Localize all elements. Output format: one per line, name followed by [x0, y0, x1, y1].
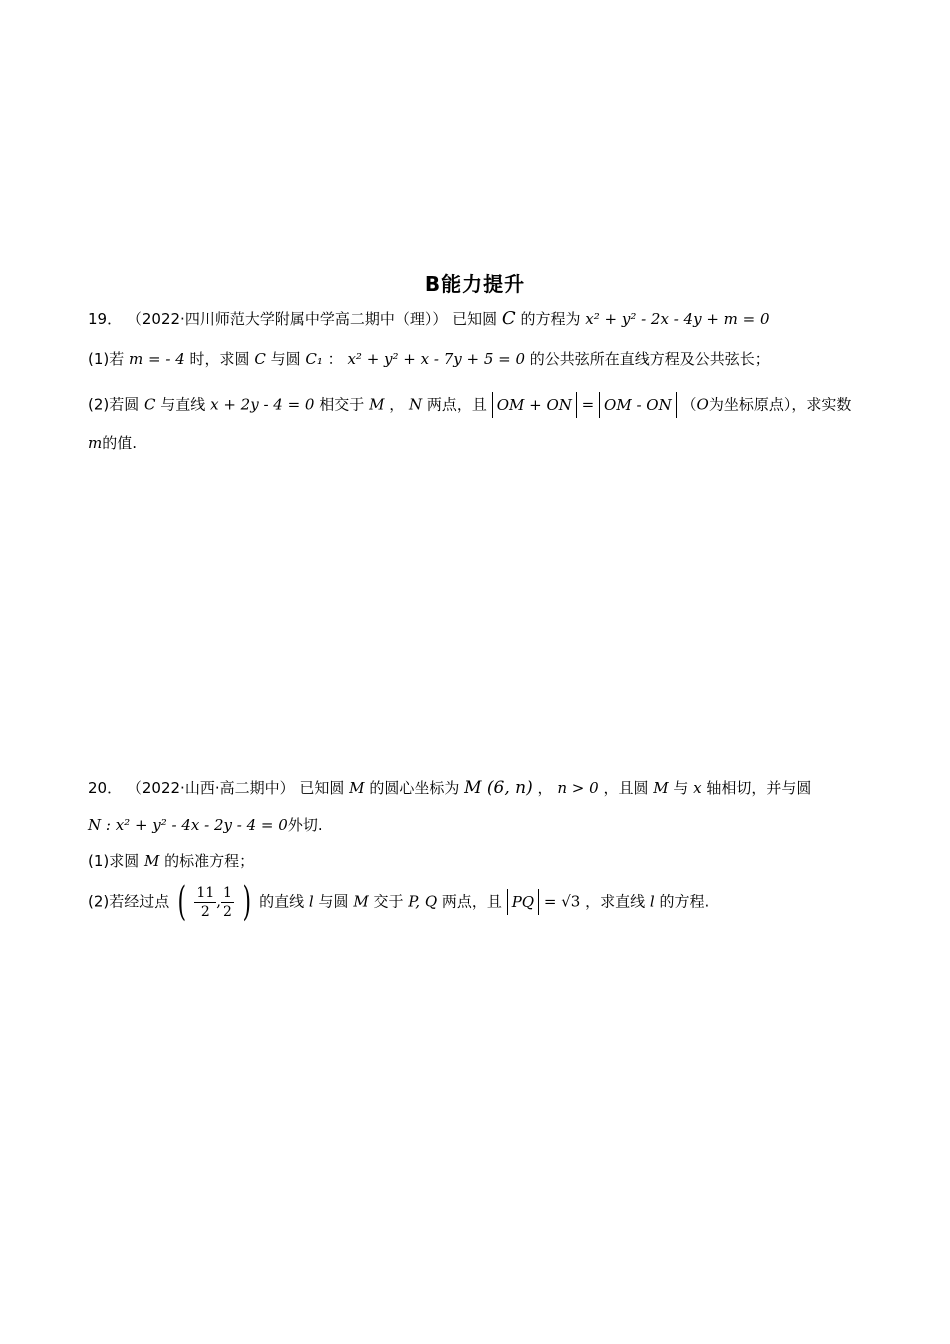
- q20-sqrt3: = √3: [543, 892, 581, 911]
- q20-center: M (6, n): [464, 778, 533, 798]
- q20-frac1-den: 2: [200, 903, 210, 920]
- q19-part1-c1-equation: x² + y² + x - 7y + 5 = 0: [347, 350, 526, 368]
- q19-part1-line: [88, 348, 770, 370]
- q20-stem-text2: 的圆心坐标为: [369, 779, 460, 797]
- q19-part1-circle-c1: C₁: [305, 350, 323, 368]
- q19-part2-label: (2)若圆: [88, 395, 140, 414]
- q20-points-pq: P, Q: [408, 892, 438, 911]
- q20-frac2-den: 2: [223, 903, 232, 920]
- q19-part2-m: m: [88, 434, 103, 452]
- q20-part2-text2: 与圆: [318, 892, 349, 911]
- q19-part2-text5: 的值.: [102, 434, 138, 452]
- q20-part2-label: (2)若经过点: [88, 892, 170, 911]
- q19-part1-text3: 的公共弦所在直线方程及公共弦长；: [529, 350, 770, 368]
- q20-part2-text5: ，求直线: [585, 892, 646, 911]
- q20-part2-text6: 的方程.: [659, 892, 710, 911]
- q20-part2-text4: 两点，且: [441, 892, 502, 911]
- q19-part2-abs-sum: OM + ON: [492, 392, 577, 418]
- q20-stem-text5: 轴相切，并与圆: [706, 779, 812, 797]
- q20-number: 20．: [88, 779, 123, 797]
- q19-part2-line-equation: x + 2y - 4 = 0: [210, 395, 315, 414]
- q20-condition: n > 0: [557, 779, 599, 797]
- q20-circle-n-equation: N : x² + y² - 4x - 2y - 4 = 0: [88, 816, 288, 834]
- q19-circle-symbol: C: [501, 308, 516, 329]
- q19-part2-comma: ，: [389, 395, 405, 414]
- q19-part2-point-m: M: [369, 395, 385, 414]
- q20-frac1-num: 11: [196, 884, 215, 901]
- q19-part2-line: [88, 392, 851, 418]
- q20-part2-text3: 交于: [373, 892, 404, 911]
- q19-part2-text1: 与直线: [160, 395, 206, 414]
- q20-stem-text: 已知圆: [299, 779, 345, 797]
- q19-circle-equation: x² + y² - 2x - 4y + m = 0: [585, 310, 770, 328]
- q19-part1-circle-c: C: [254, 350, 266, 368]
- q19-number: 19．: [88, 310, 123, 328]
- q20-circle-m2: M: [653, 779, 669, 797]
- q19-stem-text: 已知圆: [452, 310, 498, 328]
- q20-part1-label: (1)求圆: [88, 852, 140, 870]
- q20-point-frac2: [221, 884, 234, 921]
- q19-part2-text4: 为坐标原点），求实数: [708, 395, 852, 414]
- q19-part2-paren: （: [681, 395, 697, 414]
- q20-stem-line2: [88, 814, 323, 836]
- q20-part1-text: 的标准方程；: [164, 852, 255, 870]
- q19-part2-circle-c: C: [144, 395, 156, 414]
- q20-part2-m: M: [353, 892, 369, 911]
- q20-point-frac1: [194, 884, 216, 921]
- q19-part1-text1: 时，求圆: [189, 350, 250, 368]
- q20-stem-line: [88, 777, 811, 799]
- q20-stem-text3: ，且圆: [603, 779, 649, 797]
- q20-part2-line: [88, 879, 710, 925]
- q20-point-right-paren: ): [242, 879, 251, 925]
- q19-part2-point-n: N: [409, 395, 423, 414]
- q20-source: （2022·山西·高二期中）: [126, 779, 295, 797]
- q19-part1-label: (1)若: [88, 350, 125, 368]
- q19-part1-colon: ：: [327, 350, 343, 368]
- q19-part2-origin: O: [696, 395, 709, 414]
- q19-stem-text2: 的方程为: [520, 310, 581, 328]
- q20-stem-text6: 外切.: [287, 816, 323, 834]
- q20-point: ( $\frac{11}{2}$ , $\frac{1}{2}$ ): [177, 879, 251, 925]
- q19-part2-text2: 相交于: [319, 395, 365, 414]
- q20-abs-pq: PQ: [507, 889, 539, 915]
- section-title: B能力提升: [424, 272, 526, 296]
- q19-source: （2022·四川师范大学附属中学高二期中（理））: [126, 310, 448, 328]
- q19-part2-equals: =: [581, 395, 595, 414]
- q20-part1-line: [88, 850, 254, 872]
- q20-circle-m: M: [349, 779, 365, 797]
- q20-line-l2: l: [649, 892, 655, 911]
- q20-comma: ，: [537, 779, 553, 797]
- q19-part2-line2: [88, 432, 137, 454]
- q19-stem-line: [88, 308, 770, 330]
- q20-part1-m: M: [144, 852, 160, 870]
- q19-part1-text2: 与圆: [270, 350, 301, 368]
- q20-line-l: l: [308, 892, 314, 911]
- q19-part2-abs-diff: OM - ON: [599, 392, 677, 418]
- q20-stem-text4: 与: [673, 779, 689, 797]
- q19-part1-condition: m = - 4: [129, 350, 185, 368]
- q20-part2-text1: 的直线: [259, 892, 305, 911]
- q20-point-left-paren: (: [177, 879, 187, 925]
- q20-frac2-num: 1: [223, 884, 232, 901]
- q19-part2-text3: 两点，且: [426, 395, 487, 414]
- q20-x-axis: x: [693, 779, 702, 797]
